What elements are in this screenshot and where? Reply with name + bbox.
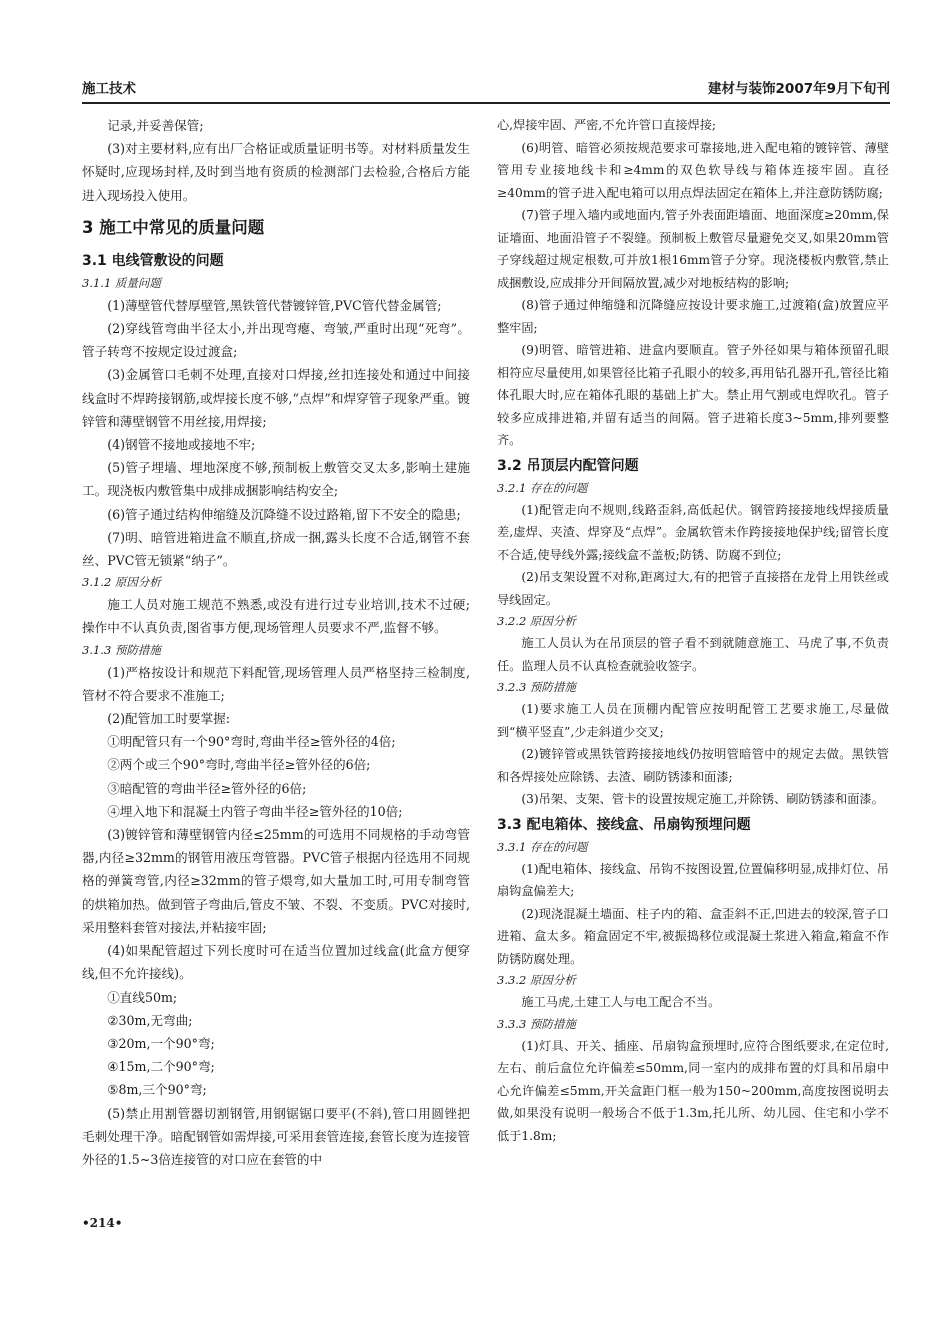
- subsubsection-heading: 3.1.3 预防措施: [82, 642, 161, 657]
- paragraph: (2)吊支架设置不对称,距离过大,有的把管子直接搭在龙骨上用铁丝或导线固定。: [497, 570, 889, 607]
- right-column: [497, 114, 889, 1147]
- subsubsection-heading: 3.1.2 原因分析: [82, 575, 161, 590]
- paragraph: (5)禁止用割管器切割钢管,用钢锯锯口要平(不斜),管口用圆锉把毛刺处理干净。暗配钢管如需焊接,可采用套管连接,套管长度为连接管外径的1.5~3倍连接管的对口应在套管的中: [82, 1105, 470, 1167]
- subsection-heading: 3.1 电线管敷设的问题: [82, 252, 224, 269]
- paragraph: ②30m,无弯曲;: [107, 1012, 193, 1028]
- running-header: [82, 74, 890, 104]
- paragraph: ④埋入地下和混凝土内管子弯曲半径≥管外径的10倍;: [107, 803, 403, 819]
- paragraph: (1)薄壁管代替厚壁管,黑铁管代替镀锌管,PVC管代替金属管;: [107, 297, 442, 313]
- subsubsection-heading: 3.2.2 原因分析: [497, 614, 576, 628]
- page-number: •214•: [82, 1216, 123, 1230]
- paragraph: (7)明、暗管进箱进盒不顺直,挤成一捆,露头长度不合适,钢管不套丝、PVC管无锁紧“纳子”。: [82, 529, 470, 569]
- header-section-title: 施工技术: [82, 81, 136, 97]
- paragraph: (1)配电箱体、接线盒、吊钩不按图设置,位置偏移明显,成排灯位、吊扇钩盒偏差大;: [497, 861, 889, 898]
- subsection-heading: 3.3 配电箱体、接线盒、吊扇钩预埋问题: [497, 816, 751, 833]
- paragraph: (1)配管走向不规则,线路歪斜,高低起伏。钢管跨接接地线焊接质量差,虚焊、夹渣、焊穿及“点焊”。金属软管未作跨接接地保护线;留管长度不合适,使导线外露;接线盒不盖板;防锈、防腐不到位;: [497, 502, 889, 562]
- subsubsection-heading: 3.3.3 预防措施: [497, 1016, 576, 1031]
- subsubsection-heading: 3.3.2 原因分析: [497, 973, 576, 987]
- paragraph: (3)镀锌管和薄壁钢管内径≤25mm的可选用不同规格的手动弯管器,内径≥32mm的钢管用液压弯管器。PVC管子根据内径选用不同规格的弹簧弯管,内径≥32mm的管子煨弯,如大量加工时,可用专制弯管的烘箱加热。做到管子弯曲后,管皮不皱、不裂、不变质。PVC对接时,采用整料套管对接法,并粘接牢固;: [82, 827, 470, 935]
- paragraph: (2)穿线管弯曲半径太小,并出现弯瘪、弯皱,严重时出现“死弯”。管子转弯不按规定设过渡盒;: [82, 321, 470, 360]
- paragraph: (3)对主要材料,应有出厂合格证或质量证明书等。对材料质量发生怀疑时,应现场封样,及时到当地有资质的检测部门去检验,合格后方能进入现场投入使用。: [82, 141, 470, 203]
- paragraph: ⑤8m,三个90°弯;: [107, 1082, 207, 1098]
- paragraph: ③暗配管的弯曲半径≥管外径的6倍;: [107, 780, 307, 796]
- paragraph: (9)明管、暗管进箱、进盒内要顺直。管子外径如果与箱体预留孔眼相符应尽量使用,如果管径比箱子孔眼小的较多,再用钻孔器开孔,管径比箱体孔眼大时,应在箱体孔眼的基础上扩大。禁止用气割或电焊吹孔。管子较多应成排进箱,并留有适当的间隔。管子进箱长度3~5mm,排列要整齐。: [497, 343, 889, 447]
- paragraph: ①明配管只有一个90°弯时,弯曲半径≥管外径的4倍;: [107, 734, 396, 750]
- paragraph: (2)镀锌管或黑铁管跨接接地线仍按明管暗管中的规定去做。黑铁管和各焊接处应除锈、去渣、刷防锈漆和面漆;: [497, 747, 889, 784]
- paragraph: (2)配管加工时要掌握:: [107, 711, 231, 727]
- subsubsection-heading: 3.2.1 存在的问题: [497, 480, 588, 495]
- subsection-heading: 3.2 吊顶层内配管问题: [497, 457, 639, 474]
- left-column: [82, 114, 470, 1171]
- paragraph: (6)管子通过结构伸缩缝及沉降缝不设过路箱,留下不安全的隐患;: [107, 506, 461, 522]
- paragraph: (1)严格按设计和规范下料配管,现场管理人员严格坚持三检制度,管材不符合要求不准施工;: [82, 664, 470, 703]
- paragraph: (2)现浇混凝土墙面、柱子内的箱、盒歪斜不正,凹进去的较深,管子口进箱、盒太多。箱盒固定不牢,被振捣移位或混凝土浆进入箱盒,箱盒不作防锈防腐处理。: [497, 906, 889, 966]
- paragraph: ①直线50m;: [107, 989, 178, 1005]
- paragraph: (8)管子通过伸缩缝和沉降缝应按设计要求施工,过渡箱(盒)放置应平整牢固;: [497, 298, 889, 335]
- subsubsection-heading: 3.2.3 预防措施: [497, 680, 576, 694]
- paragraph: 施工人员认为在吊顶层的管子看不到就随意施工、马虎了事,不负责任。监理人员不认真检查就验收签字。: [497, 636, 889, 673]
- paragraph: (1)要求施工人员在顶棚内配管应按明配管工艺要求施工,尽量做到“横平竖直”,少走斜道少交叉;: [497, 702, 889, 739]
- paragraph: (3)吊架、支架、管卡的设置按规定施工,并除锈、刷防锈漆和面漆。: [521, 792, 884, 806]
- paragraph: (4)钢管不接地或接地不牢;: [107, 437, 256, 453]
- header-journal-issue: 建材与装饰2007年9月下旬刊: [708, 81, 890, 97]
- paragraph: (6)明管、暗管必须按规范要求可靠接地,进入配电箱的镀锌管、薄壁管用专业接地线卡和≥4mm的双色软导线与箱体连接牢固。直径≥40mm的管子进入配电箱可以用点焊法固定在箱体上,并注意防锈防腐;: [497, 140, 889, 200]
- subsubsection-heading: 3.3.1 存在的问题: [497, 839, 588, 854]
- paragraph: (5)管子埋墙、埋地深度不够,预制板上敷管交叉太多,影响土建施工。现浇板内敷管集中成排成捆影响结构安全;: [82, 460, 470, 499]
- subsubsection-heading: 3.1.1 质量问题: [82, 275, 161, 290]
- paragraph: (1)灯具、开关、插座、吊扇钩盒预埋时,应符合图纸要求,在定位时,左右、前后盒位允许偏差≤50mm,同一室内的成排布置的灯具和吊扇中心允许偏差≤5mm,开关盒距门框一般为150~200mm,高度按图说明去做,如果没有说明一般场合不低于1.3m,托儿所、幼儿园、住宅和小学不低于1.8m;: [497, 1038, 889, 1143]
- paragraph: ④15m,二个90°弯;: [107, 1059, 215, 1075]
- paragraph: 记录,并妥善保管;: [107, 118, 204, 133]
- paragraph: (4)如果配管超过下列长度时可在适当位置加过线盒(此盒方便穿线,但不允许接线)。: [82, 943, 470, 982]
- section-heading: 3 施工中常见的质量问题: [82, 217, 265, 237]
- paragraph: ③20m,一个90°弯;: [107, 1035, 215, 1051]
- paragraph: 施工马虎,土建工人与电工配合不当。: [521, 995, 721, 1009]
- paragraph: (3)金属管口毛刺不处理,直接对口焊接,丝扣连接处和通过中间接线盒时不焊跨接钢筋,或焊接长度不够,“点焊”和焊穿管子现象严重。镀锌管和薄壁钢管不用丝接,用焊接;: [82, 367, 470, 429]
- paragraph: ②两个或三个90°弯时,弯曲半径≥管外径的6倍;: [107, 757, 371, 773]
- paragraph: (7)管子埋入墙内或地面内,管子外表面距墙面、地面深度≥20mm,保证墙面、地面沿管子不裂缝。预制板上敷管尽量避免交叉,如果20mm管子穿线超过规定根数,可并放1根16mm管子分穿。现浇楼板内敷管,禁止成捆敷设,应成排分开间隔放置,减少对地板结构的影响;: [497, 208, 889, 290]
- paragraph: 施工人员对施工规范不熟悉,或没有进行过专业培训,技术不过硬;操作中不认真负责,图省事方便,现场管理人员要求不严,监督不够。: [82, 597, 470, 636]
- paragraph: 心,焊接牢固、严密,不允许管口直接焊接;: [497, 118, 717, 132]
